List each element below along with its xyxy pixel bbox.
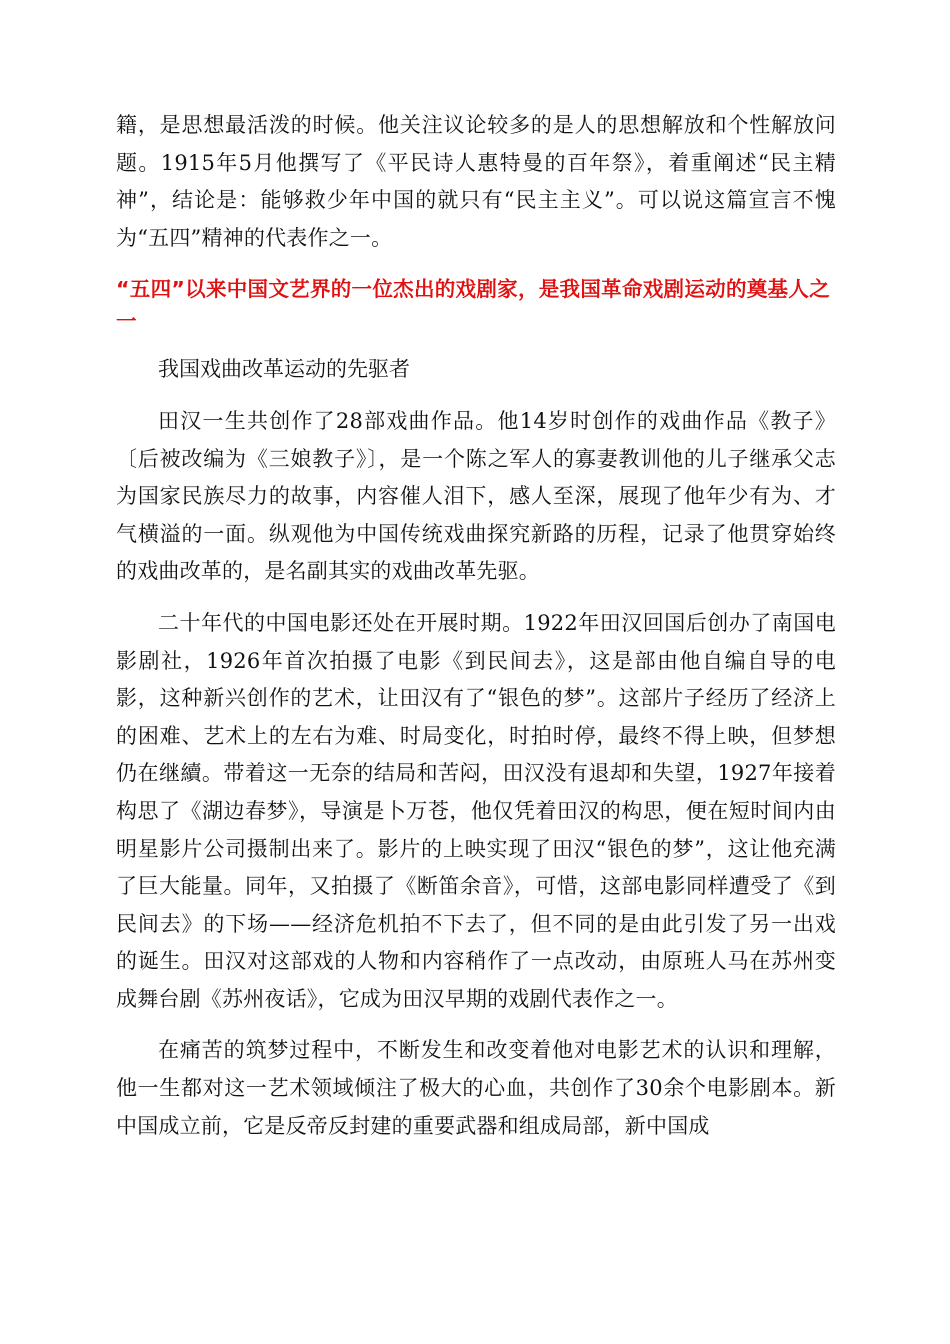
paragraph-3: 二十年代的中国电影还处在开展时期。1922年田汉回国后创办了南国电影剧社，1926年首次拍摄了电影《到民间去》，这是部由他自编自导的电影，这种新兴创作的艺术，让田汉有了“银色的梦”。这部片子经历了经济上的困难、艺术上的左右为难、时局变化，时拍时停，最终不得上映，但梦想仍在继續。带着这一无奈的结局和苦闷，田汉没有退却和失望，1927年接着构思了《湖边春梦》，导演是卜万苍，他仅凭着田汉的构思，便在短时间内由明星影片公司摄制出来了。影片的上映实现了田汉“银色的梦”，这让他充满了巨大能量。同年，又拍摄了《断笛余音》，可惜，这部电影同样遭受了《到民间去》的下场——经济危机拍不下去了，但不同的是由此引发了另一出戏的诞生。田汉对这部戏的人物和内容稍作了一点改动，由原班人马在苏州变成舞台剧《苏州夜话》，它成为田汉早期的戏剧代表作之一。 [116, 610, 836, 1011]
paragraph-1: 籍，是思想最活泼的时候。他关注议论较多的是人的思想解放和个性解放问题。1915年5月他撰写了《平民诗人惠特曼的百年祭》，着重阐述“民主精神”，结论是：能够救少年中国的就只有“民主主义”。可以说这篇宣言不愧为“五四”精神的代表作之一。 [116, 113, 836, 250]
document-body [116, 107, 836, 1145]
section-heading: “五四”以来中国文艺界的一位杰出的戏剧家，是我国革命戏剧运动的奠基人之一 [116, 277, 830, 334]
paragraph-2: 田汉一生共创作了28部戏曲作品。他14岁时创作的戏曲作品《教子》〔后被改编为《三娘教子》〕，是一个陈之军人的寡妻教训他的儿子继承父志为国家民族尽力的故事，内容催人泪下，感人至深，展现了他年少有为、才气横溢的一面。纵观他为中国传统戏曲探究新路的历程，记录了他贯穿始终的戏曲改革的，是名副其实的戏曲改革先驱。 [116, 408, 836, 584]
section-subheading: 我国戏曲改革运动的先驱者 [158, 357, 410, 382]
paragraph-4: 在痛苦的筑梦过程中，不断发生和改变着他对电影艺术的认识和理解，他一生都对这一艺术领域倾注了极大的心血，共创作了30余个电影剧本。新中国成立前，它是反帝反封建的重要武器和组成局部，新中国成 [116, 1038, 836, 1138]
